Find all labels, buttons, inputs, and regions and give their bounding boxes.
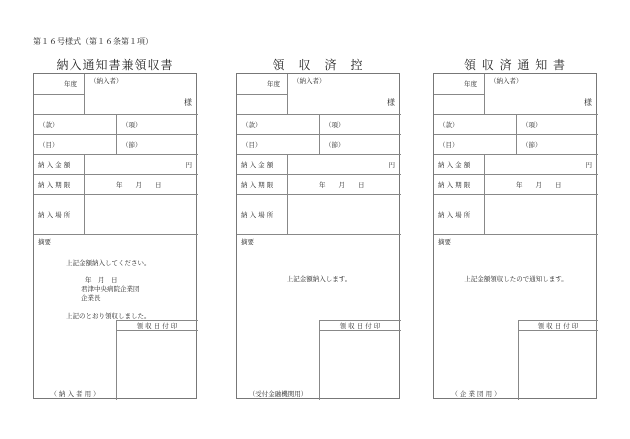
row-divider xyxy=(116,330,198,331)
row-divider xyxy=(34,154,198,155)
column-divider xyxy=(319,114,320,154)
moku-label: （目） xyxy=(242,141,262,149)
kan-label: （款） xyxy=(439,121,459,129)
column-divider xyxy=(484,74,485,114)
row-divider xyxy=(434,154,598,155)
stamp-header: 領 収 日 付 印 xyxy=(136,322,178,330)
deadline-label: 納 入 期 限 xyxy=(438,181,471,189)
column-divider xyxy=(84,74,85,114)
place-label: 納 入 場 所 xyxy=(438,211,471,219)
row-divider xyxy=(434,234,598,235)
yen-label: 円 xyxy=(585,161,592,169)
payer-label: （納入者） xyxy=(490,77,523,85)
row-divider xyxy=(34,194,198,195)
row-divider xyxy=(237,174,401,175)
column-divider xyxy=(319,320,320,400)
row-divider xyxy=(319,330,401,331)
column-divider xyxy=(518,320,519,400)
kou-label: （項） xyxy=(325,121,345,129)
amount-label: 納 入 金 額 xyxy=(38,161,71,169)
body-text: 企業長 xyxy=(81,294,101,302)
moku-label: （目） xyxy=(439,141,459,149)
form-table xyxy=(433,73,597,399)
kan-label: （款） xyxy=(242,121,262,129)
row-divider xyxy=(434,94,484,95)
body-text: 君津中央病院企業団 xyxy=(81,285,140,293)
setsu-label: （節） xyxy=(122,141,142,149)
setsu-label: （節） xyxy=(325,141,345,149)
row-divider xyxy=(237,194,401,195)
row-divider xyxy=(434,174,598,175)
form-number: 第１６号様式（第１６条第１項） xyxy=(33,37,153,46)
payer-label: （納入者） xyxy=(90,77,123,85)
column-divider xyxy=(116,320,117,400)
body-text: 上記のとおり領収しました。 xyxy=(66,312,151,320)
tekiyo-label: 摘要 xyxy=(438,238,451,246)
deadline-label: 納 入 期 限 xyxy=(241,181,274,189)
body-text: 上記金額納入します。 xyxy=(286,275,352,283)
row-divider xyxy=(518,330,598,331)
row-divider xyxy=(34,174,198,175)
kou-label: （項） xyxy=(122,121,142,129)
stamp-header: 領 収 日 付 印 xyxy=(537,322,579,330)
row-divider xyxy=(434,194,598,195)
payer-label: （納入者） xyxy=(293,77,326,85)
form-title: 領 収 済 通 知 書 xyxy=(463,58,567,72)
deadline-date: 年 月 日 xyxy=(516,181,562,189)
yen-label: 円 xyxy=(388,161,395,169)
column-divider xyxy=(84,154,85,234)
deadline-label: 納 入 期 限 xyxy=(38,181,71,189)
place-label: 納 入 場 所 xyxy=(38,211,71,219)
kan-label: （款） xyxy=(39,121,59,129)
body-text: 上記金額領収したので通知します。 xyxy=(464,275,568,283)
row-divider xyxy=(237,234,401,235)
usage-footer: （ 納 入 者 用 ） xyxy=(50,390,100,398)
form-table xyxy=(236,73,400,399)
fiscal-year-label: 年度 xyxy=(464,80,477,88)
amount-label: 納 入 金 額 xyxy=(241,161,274,169)
fiscal-year-label: 年度 xyxy=(64,80,77,88)
place-label: 納 入 場 所 xyxy=(241,211,274,219)
sama-label: 様 xyxy=(387,98,395,107)
column-divider xyxy=(516,114,517,154)
form-table xyxy=(33,73,197,399)
tekiyo-label: 摘要 xyxy=(241,238,254,246)
stamp-header: 領 収 日 付 印 xyxy=(339,322,381,330)
usage-footer: （受付金融機関用） xyxy=(248,390,308,398)
form-title: 領 収 済 控 xyxy=(272,58,364,72)
fiscal-year-label: 年度 xyxy=(267,80,280,88)
form-title: 納入通知書兼領収書 xyxy=(56,58,174,72)
amount-label: 納 入 金 額 xyxy=(438,161,471,169)
moku-label: （目） xyxy=(39,141,59,149)
body-text: 年 月 日 xyxy=(85,276,118,284)
column-divider xyxy=(116,114,117,154)
sama-label: 様 xyxy=(584,98,592,107)
deadline-date: 年 月 日 xyxy=(319,181,365,189)
usage-footer: （ 企 業 団 用 ） xyxy=(451,390,501,398)
column-divider xyxy=(287,74,288,114)
row-divider xyxy=(237,94,287,95)
body-text: 上記金額納入してください。 xyxy=(66,259,151,267)
row-divider xyxy=(34,94,84,95)
column-divider xyxy=(287,154,288,234)
kou-label: （項） xyxy=(522,121,542,129)
row-divider xyxy=(237,154,401,155)
setsu-label: （節） xyxy=(522,141,542,149)
tekiyo-label: 摘要 xyxy=(38,238,51,246)
row-divider xyxy=(34,234,198,235)
yen-label: 円 xyxy=(185,161,192,169)
deadline-date: 年 月 日 xyxy=(116,181,162,189)
column-divider xyxy=(484,154,485,234)
sama-label: 様 xyxy=(184,98,192,107)
